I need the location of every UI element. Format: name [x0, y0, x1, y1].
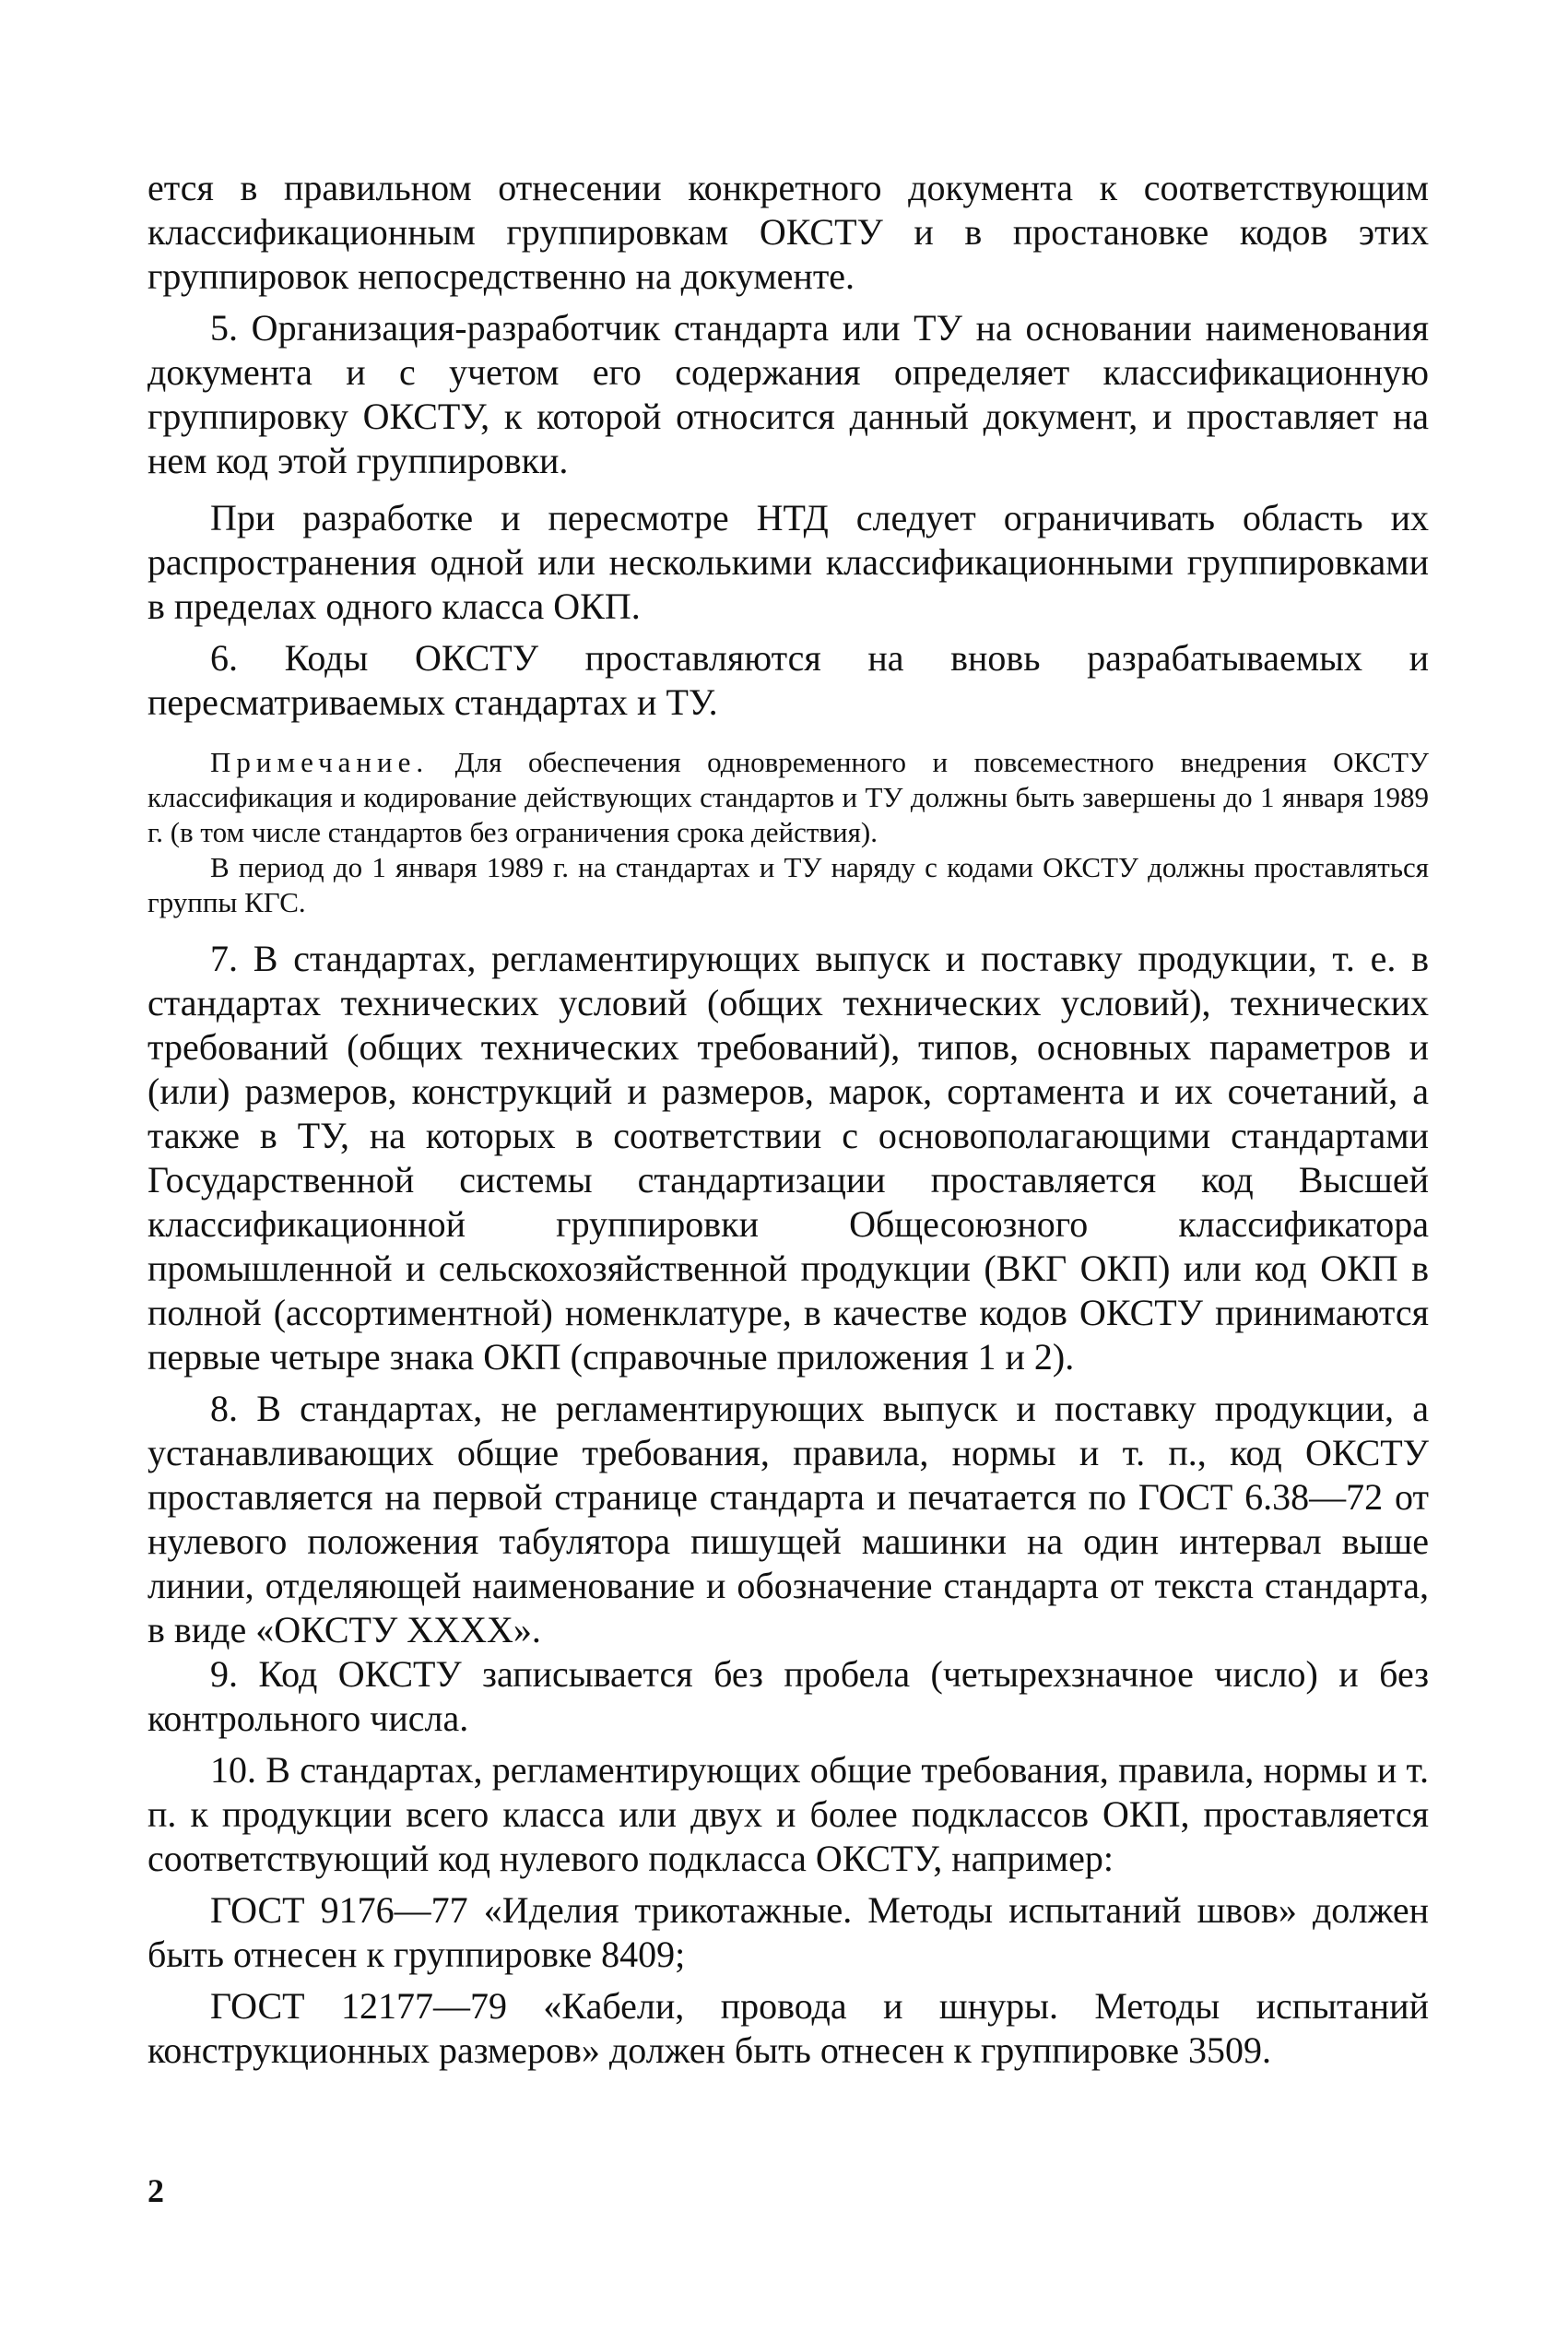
- paragraph-8: 8. В стандартах, не регламентирующих выпуск и поставку продукции, а устанавливающих общие требования, правила, нормы и т. п., код ОКСТУ проставляется на первой странице стандарта и печатается по ГОСТ 6.38—72 от нулевого положения табулятора пишущей машинки на один интервал выше линии, отделяющей наименование и обозначение стандарта от текста стандарта, в виде «ОКСТУ XXXX».: [147, 1388, 1429, 1650]
- paragraph-10-example-1: ГОСТ 9176—77 «Иделия трикотажные. Методы испытаний швов» должен быть отнесен к группировке 8409;: [147, 1889, 1429, 1975]
- paragraph-10: 10. В стандартах, регламентирующих общие требования, правила, нормы и т. п. к продукции всего класса или двух и более подклассов ОКП, проставляется соответствующий код нулевого подкласса ОКСТУ, например:: [147, 1749, 1429, 1879]
- note-block: [147, 745, 1429, 920]
- paragraph-5-continued: При разработке и пересмотре НТД следует ограничивать область их распространения одной или несколькими классификационными группировками в пределах одного класса ОКП.: [147, 497, 1429, 627]
- paragraph-continuation: ется в правильном отнесении конкретного документа к соответствующим классификационным группировкам ОКСТУ и в простановке кодов этих группировок непосредственно на документе.: [147, 167, 1429, 297]
- paragraph-6: 6. Коды ОКСТУ проставляются на вновь разрабатываемых и пересматриваемых стандартах и ТУ.: [147, 637, 1429, 723]
- note-text-1: Для обеспечения одновременного и повсеместного внедрения ОКСТУ классификация и кодирование действующих стандартов и ТУ должны быть завершены до 1 января 1989 г. (в том числе стандартов без ограничения срока действия).: [147, 746, 1429, 848]
- page-body: [147, 166, 1429, 2073]
- note-paragraph-1: [147, 745, 1429, 850]
- note-paragraph-2: В период до 1 января 1989 г. на стандартах и ТУ наряду с кодами ОКСТУ должны проставляться группы КГС.: [147, 851, 1429, 918]
- paragraph-5: 5. Организация-разработчик стандарта или ТУ на основании наименования документа и с учетом его содержания определяет классификационную группировку ОКСТУ, к которой относится данный документ, и проставляет на нем код этой группировки.: [147, 307, 1429, 481]
- page-number: 2: [147, 2172, 164, 2209]
- paragraph-9: 9. Код ОКСТУ записывается без пробела (четырехзначное число) и без контрольного числа.: [147, 1653, 1429, 1739]
- paragraph-7: 7. В стандартах, регламентирующих выпуск и поставку продукции, т. е. в стандартах технических условий (общих технических условий), технических требований (общих технических требований), типов, основных параметров и (или) размеров, конструкций и размеров, марок, сортамента и их сочетаний, а также в ТУ, на которых в соответствии с основополагающими стандартами Государственной системы стандартизации проставляется код Высшей классификационной группировки Общесоюзного классификатора промышленной и сельскохозяйственной продукции (ВКГ ОКП) или код ОКП в полной (ассортиментной) номенклатуре, в качестве кодов ОКСТУ принимаются первые четыре знака ОКП (справочные приложения 1 и 2).: [147, 938, 1429, 1378]
- note-label: Примечание.: [210, 746, 430, 778]
- paragraph-10-example-2: ГОСТ 12177—79 «Кабели, провода и шнуры. Методы испытаний конструкционных размеров» должен быть отнесен к группировке 3509.: [147, 1985, 1429, 2071]
